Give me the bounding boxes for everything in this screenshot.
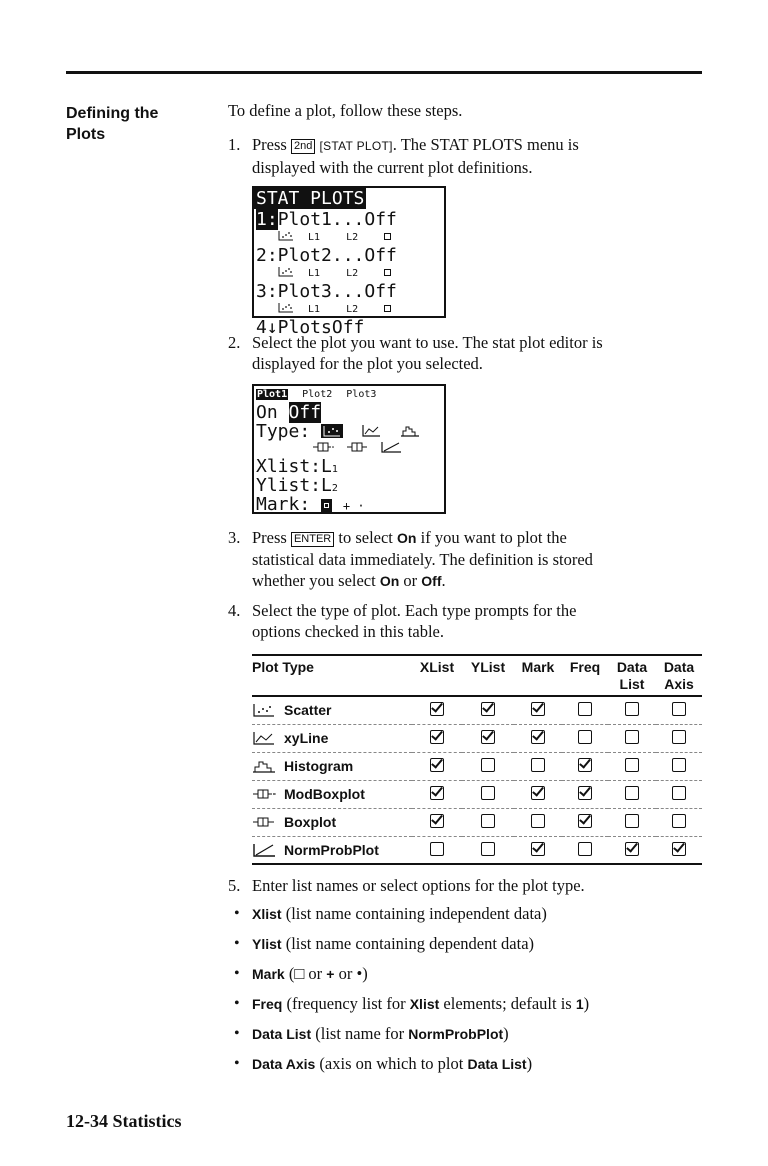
checked-box-icon [430,786,444,800]
histogram-type-icon [399,424,421,438]
check-cell [562,808,608,836]
table-row [252,696,702,724]
check-cell [462,752,514,780]
section-heading-line1: Defining the [66,105,159,122]
plot-type-name: ModBoxplot [284,786,365,802]
check-cell [462,696,514,724]
key-enter: ENTER [291,532,334,547]
mark-box-icon [384,269,391,276]
checked-box-icon [430,702,444,716]
check-cell [608,780,656,808]
section-heading-line2: Plots [66,126,106,143]
step-number: 1. [228,135,241,154]
on-option: On [256,402,278,423]
check-cell [462,724,514,752]
plot-type-name: Histogram [284,758,354,774]
boxplot-icon [252,815,276,829]
screen-title: STAT PLOTS [256,188,365,209]
empty-box-icon [578,842,592,856]
check-cell [412,808,462,836]
step-4: 4. Select the type of plot. Each type prompts for the options checked in this table. [228,601,577,641]
check-cell [608,752,656,780]
check-cell [562,752,608,780]
step-3: 3. Press ENTER to select On if you want to plot the statistical data immediately. The definition is stored whether you select On or Off. [228,528,593,590]
modboxplot-type-icon [312,441,334,453]
type-label: Type: [256,421,311,442]
empty-box-icon [672,758,686,772]
check-cell [412,780,462,808]
checked-box-icon [531,702,545,716]
table-row [252,836,702,864]
check-cell [608,808,656,836]
normprobplot-type-icon [380,441,402,453]
page-footer: 12-34 Statistics [66,1111,182,1131]
check-cell [514,808,562,836]
table-row [252,808,702,836]
check-cell [656,724,702,752]
checked-box-icon [531,786,545,800]
list-item: • Ylist (list name containing dependent data) [232,933,589,955]
plot-options-table [252,654,702,865]
checked-box-icon [531,730,545,744]
table-row [252,752,702,780]
check-cell [562,696,608,724]
check-cell [656,696,702,724]
boxplot-type-icon [346,441,368,453]
plot-type-name: xyLine [284,730,329,746]
plot-type-name: Scatter [284,702,332,719]
check-cell [562,780,608,808]
checked-box-icon [430,758,444,772]
menu-item-plot3: 3:Plot3...Off [256,281,397,302]
xyline-icon [252,731,276,745]
check-cell [462,808,514,836]
header-plot-type: Plot Type [252,659,314,675]
checked-box-icon [430,814,444,828]
mark-field: Mark: [256,494,311,515]
scatter-icon [252,703,276,717]
step-number: 2. [228,333,241,352]
plot-type-name: NormProbPlot [284,841,379,858]
header-data-list: Data List [616,659,648,692]
stat-plot-editor-screen: Plot1 Plot2 Plot3 On Off Type: Xlist:L1 Ylist:L2 Mark: + · [252,384,446,514]
check-cell [608,696,656,724]
header-data-axis: Data Axis [663,659,695,692]
check-cell [656,752,702,780]
step-number: 4. [228,601,241,620]
checked-box-icon [578,758,592,772]
checked-box-icon [430,730,444,744]
menu-item-number: 1: [256,209,278,230]
empty-box-icon [625,814,639,828]
mark-box-icon [384,305,391,312]
list-item: • Mark (□ or + or •) [232,963,589,985]
empty-box-icon [625,702,639,716]
header-ylist: YList [470,659,506,675]
check-cell [462,780,514,808]
check-cell [656,836,702,864]
plot-type-name: Boxplot [284,814,337,830]
plot-type-cell [252,724,412,752]
list-item: • Data List (list name for NormProbPlot) [232,1023,589,1045]
menu-item-plot2: 2:Plot2...Off [256,245,397,266]
empty-box-icon [672,786,686,800]
plot-type-cell [252,780,412,808]
histogram-icon [252,759,276,773]
step-1: 1. Press 2nd [STAT PLOT]. The STAT PLOTS menu is displayed with the current plot definitions. [228,135,579,177]
plot-type-cell [252,752,412,780]
plot-type-cell [252,696,412,724]
empty-box-icon [481,814,495,828]
modboxplot-icon [252,787,276,801]
menu-item-plot1: Plot1...Off [277,209,397,230]
empty-box-icon [481,758,495,772]
table-row [252,780,702,808]
checked-box-icon [625,842,639,856]
scatter-icon [278,302,294,313]
check-cell [656,808,702,836]
check-cell [608,724,656,752]
checked-box-icon [481,730,495,744]
scatter-type-icon [321,424,343,438]
normprobplot-icon [252,843,276,857]
check-cell [412,696,462,724]
off-option: Off [288,402,322,423]
stat-plots-screen: STAT PLOTS 1:Plot1...Off L1 L2 2:Plot2...Off L1 L2 3:Plot3...Off L1 L2 4↓PlotsOff [252,186,446,318]
step-number: 5. [228,876,241,895]
step-5: 5. Enter list names or select options for the plot type. [228,876,585,895]
empty-box-icon [672,814,686,828]
check-cell [412,752,462,780]
table-row [252,724,702,752]
menu-item-plotsoff: 4↓PlotsOff [256,317,365,338]
empty-box-icon [481,842,495,856]
check-cell [514,752,562,780]
ylist-field: Ylist:L [256,475,332,496]
key-name: [STAT PLOT] [319,139,393,153]
checked-box-icon [531,842,545,856]
check-cell [562,836,608,864]
checked-box-icon [672,842,686,856]
empty-box-icon [430,842,444,856]
empty-box-icon [672,702,686,716]
empty-box-icon [578,730,592,744]
empty-box-icon [672,730,686,744]
section-heading [66,103,196,145]
mark-box-icon [384,233,391,240]
top-rule [66,71,702,74]
empty-box-icon [531,758,545,772]
intro-text: To define a plot, follow these steps. [228,101,463,120]
checked-box-icon [578,786,592,800]
check-cell [462,836,514,864]
plot-type-cell [252,808,412,836]
check-cell [514,836,562,864]
check-cell [608,836,656,864]
check-cell [412,836,462,864]
check-cell [412,724,462,752]
tab-plot1: Plot1 [257,389,288,400]
empty-box-icon [625,786,639,800]
checked-box-icon [578,814,592,828]
list-item: • Freq (frequency list for Xlist elements; default is 1) [232,993,589,1015]
xlist-field: Xlist:L [256,456,332,477]
tab-plot3: Plot3 [346,389,377,400]
check-cell [562,724,608,752]
header-freq: Freq [569,659,601,675]
tab-plot2: Plot2 [302,389,333,400]
empty-box-icon [625,758,639,772]
empty-box-icon [481,786,495,800]
mark-box-selected-icon [321,499,332,512]
empty-box-icon [625,730,639,744]
checked-box-icon [481,702,495,716]
xyline-type-icon [360,424,382,438]
empty-box-icon [578,702,592,716]
key-2nd: 2nd [291,139,315,154]
list-item: • Data Axis (axis on which to plot Data List) [232,1053,589,1075]
plot-type-cell [252,836,412,864]
check-cell [514,780,562,808]
check-cell [514,696,562,724]
check-cell [514,724,562,752]
step-number: 3. [228,528,241,547]
empty-box-icon [531,814,545,828]
list-item: • Xlist (list name containing independent data) [232,903,589,925]
header-mark: Mark [521,659,555,675]
header-xlist: XList [419,659,455,675]
check-cell [656,780,702,808]
table-header-row [252,655,702,696]
step-2: 2. Select the plot you want to use. The stat plot editor is displayed for the plot you selected. [228,333,603,373]
scatter-icon [278,266,294,277]
option-list [232,903,589,1083]
scatter-icon [278,230,294,241]
